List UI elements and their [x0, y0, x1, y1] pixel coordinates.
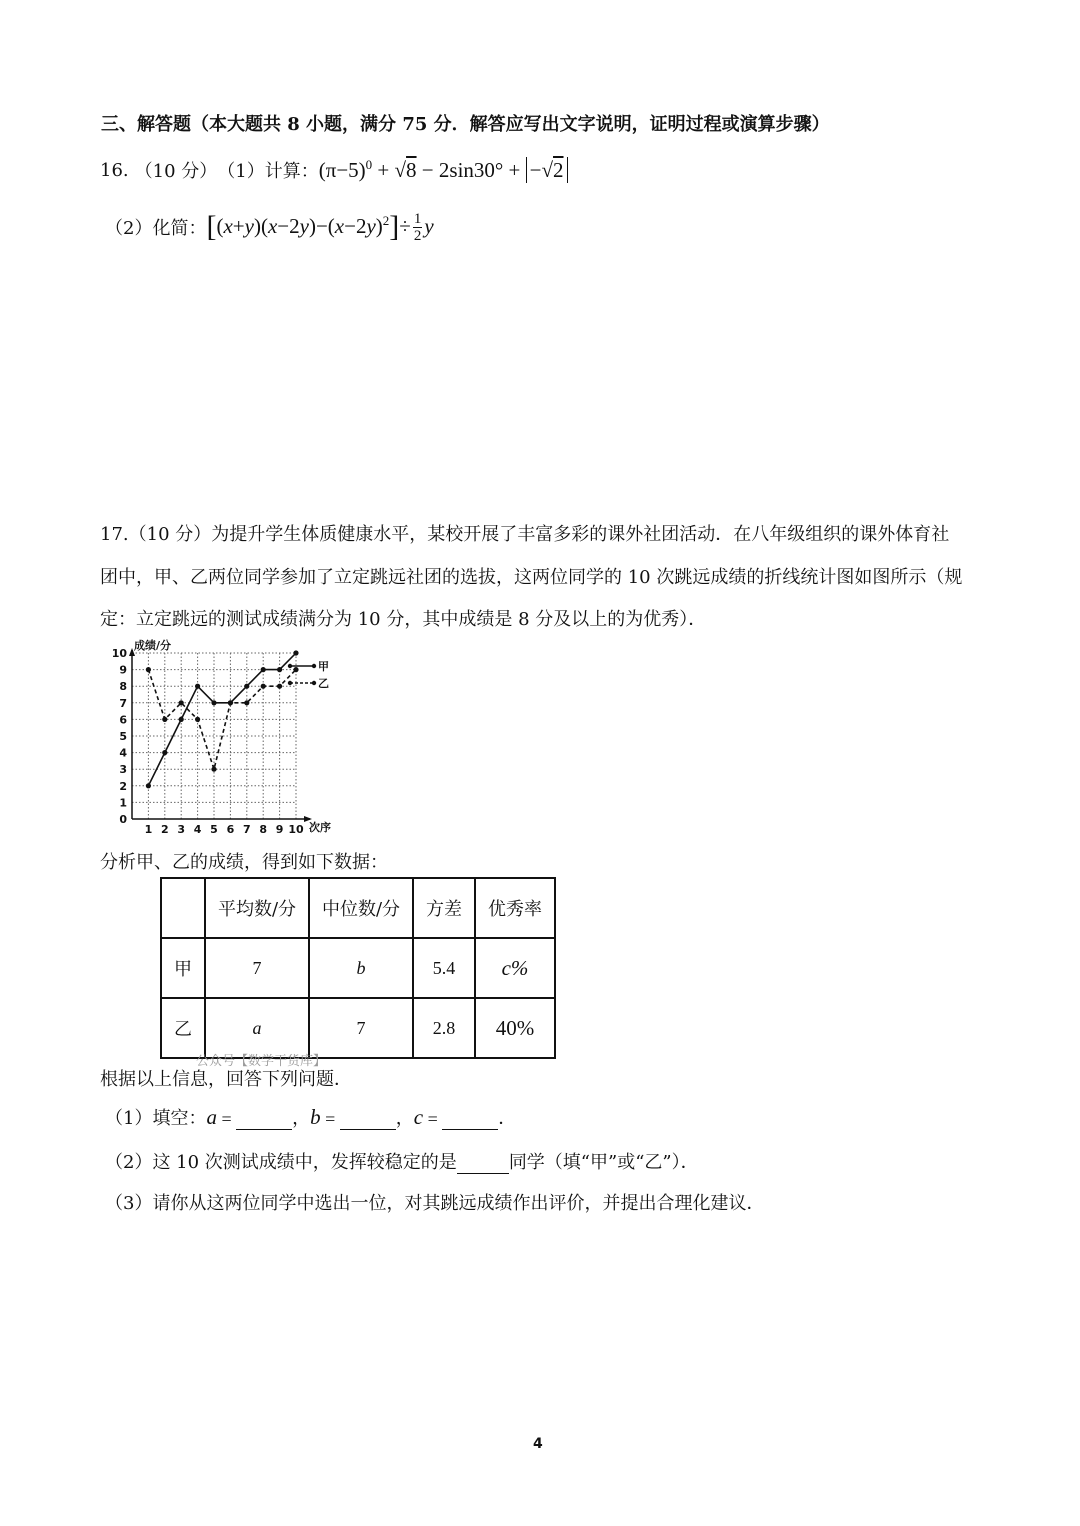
- x-axis-label: 次序: [309, 821, 331, 834]
- y-tick-label: 1: [119, 796, 127, 810]
- y-tick-label: 8: [119, 680, 127, 694]
- section-heading: 三、解答题（本大题共 8 小题，满分 75 分．解答应写出文字说明，证明过程或演算步骤）: [101, 114, 830, 135]
- analysis-intro: 分析甲、乙的成绩，得到如下数据：: [100, 852, 388, 873]
- data-point-series-2: [211, 767, 216, 772]
- sub-question-3: （3）请你从这两位同学中选出一位，对其跳远成绩作出评价，并提出合理化建议．: [105, 1193, 765, 1214]
- data-point-series-2: [293, 667, 298, 672]
- data-point-series-2: [277, 684, 282, 689]
- data-point-series-1: [244, 684, 249, 689]
- expression-2: $[(x+y)(x-2y)-(x-2y)^2]\div$ $\frac{1}{2}$ y: [206, 209, 434, 245]
- table-cell: a: [205, 998, 309, 1058]
- y-tick-label: 7: [119, 696, 127, 710]
- x-tick-label: 6: [226, 823, 235, 836]
- x-tick-label: 3: [177, 823, 186, 836]
- sub-question-2-before: （2）这 10 次测试成绩中，发挥较稳定的是: [105, 1152, 457, 1173]
- data-point-series-1: [211, 700, 216, 705]
- data-point-series-2: [228, 700, 233, 705]
- y-tick-label: 5: [119, 730, 127, 743]
- data-point-series-1: [146, 783, 151, 788]
- answer-intro: 根据以上信息，回答下列问题．: [100, 1069, 352, 1090]
- data-point-series-1: [195, 684, 200, 689]
- table-cell: 7: [309, 998, 413, 1058]
- data-point-series-1: [179, 717, 184, 722]
- table-cell: c%: [475, 938, 555, 998]
- legend-marker: [312, 681, 316, 685]
- table-cell: 40%: [475, 998, 555, 1058]
- blank-a[interactable]: [236, 1111, 292, 1130]
- data-point-series-1: [293, 650, 298, 655]
- x-tick-label: 7: [242, 823, 251, 836]
- blank-b[interactable]: [340, 1111, 396, 1130]
- legend-label: 甲: [318, 660, 329, 673]
- blank-var-b: b: [310, 1105, 321, 1129]
- data-point-series-2: [146, 667, 151, 672]
- table-header-cell: 优秀率: [475, 878, 555, 938]
- y-tick-label: 2: [119, 779, 127, 793]
- table-header-cell: 中位数/分: [309, 878, 413, 938]
- x-tick-label: 10: [288, 823, 304, 836]
- question-17-line-1: 17.（10 分）为提升学生体质健康水平，某校开展了丰富多彩的课外社团活动．在八年级组织的课外体育社: [100, 524, 950, 545]
- stats-table: [160, 877, 556, 1059]
- data-point-series-1: [277, 667, 282, 672]
- page-number: 4: [533, 1436, 543, 1452]
- blank-var-a: a: [206, 1105, 217, 1129]
- blank-c[interactable]: [442, 1111, 498, 1130]
- data-point-series-2: [162, 717, 167, 722]
- table-cell: 乙: [161, 998, 205, 1058]
- question-16-part-2: [105, 206, 434, 248]
- table-cell: 7: [205, 938, 309, 998]
- legend-marker: [312, 664, 316, 668]
- legend-marker: [288, 681, 292, 685]
- table-cell: 2.8: [413, 998, 475, 1058]
- data-point-series-1: [261, 667, 266, 672]
- question-16-score: （10 分）: [134, 161, 218, 182]
- data-point-series-1: [162, 750, 167, 755]
- x-tick-label: 4: [193, 823, 202, 836]
- question-17-line-3: 定：立定跳远的测试成绩满分为 10 分，其中成绩是 8 分及以上的为优秀）．: [100, 609, 707, 630]
- sub-question-2: [105, 1148, 699, 1174]
- y-tick-label: 0: [119, 813, 127, 826]
- y-tick-label: 10: [111, 647, 127, 660]
- y-tick-label: 3: [119, 763, 127, 777]
- legend-marker: [288, 664, 292, 668]
- table-header-cell: [161, 878, 205, 938]
- y-tick-label: 4: [119, 746, 127, 760]
- question-16-p1-label: （1）计算：: [217, 161, 319, 182]
- data-point-series-2: [179, 700, 184, 705]
- data-point-series-2: [261, 684, 266, 689]
- x-tick-label: 9: [275, 823, 284, 836]
- table-cell: 5.4: [413, 938, 475, 998]
- expression-1: $(\pi-5)^0 + √8 - 2\sin 30^\circ + -√2$: [319, 157, 568, 183]
- y-axis-label: 成绩/分: [134, 639, 172, 652]
- blank-stable-student[interactable]: [457, 1155, 509, 1174]
- x-tick-label: 8: [259, 823, 268, 836]
- x-tick-label: 1: [144, 823, 153, 836]
- table-cell: b: [309, 938, 413, 998]
- y-tick-label: 6: [119, 713, 127, 727]
- question-17-line-2: 团中，甲、乙两位同学参加了立定跳远社团的选拔，这两位同学的 10 次跳远成绩的折线统计图如图所示（规: [100, 567, 963, 588]
- table-header-cell: 平均数/分: [205, 878, 309, 938]
- table-header-cell: 方差: [413, 878, 475, 938]
- table-row: [161, 938, 555, 998]
- table-cell: 甲: [161, 938, 205, 998]
- table-header-row: [161, 878, 555, 938]
- x-tick-label: 2: [160, 823, 169, 836]
- sub-question-1: （1）填空： a = ， b = ， c = ．: [105, 1105, 517, 1129]
- watermark: 公众号【数学干货库】: [196, 1054, 327, 1069]
- y-tick-label: 9: [119, 663, 127, 677]
- question-16-number: 16.: [100, 159, 129, 181]
- sub-question-2-after: 同学（填“甲”或“乙”）．: [508, 1152, 699, 1173]
- question-16-p2-label: （2）化简：: [105, 218, 207, 239]
- sub-question-1-label: （1）填空：: [105, 1108, 207, 1129]
- score-line-chart: [96, 636, 346, 842]
- question-16-part-1: [100, 152, 568, 188]
- legend-label: 乙: [318, 677, 329, 690]
- data-point-series-2: [244, 700, 249, 705]
- data-point-series-2: [195, 717, 200, 722]
- table-row: [161, 998, 555, 1058]
- x-tick-label: 5: [210, 823, 218, 836]
- blank-var-c: c: [413, 1105, 424, 1129]
